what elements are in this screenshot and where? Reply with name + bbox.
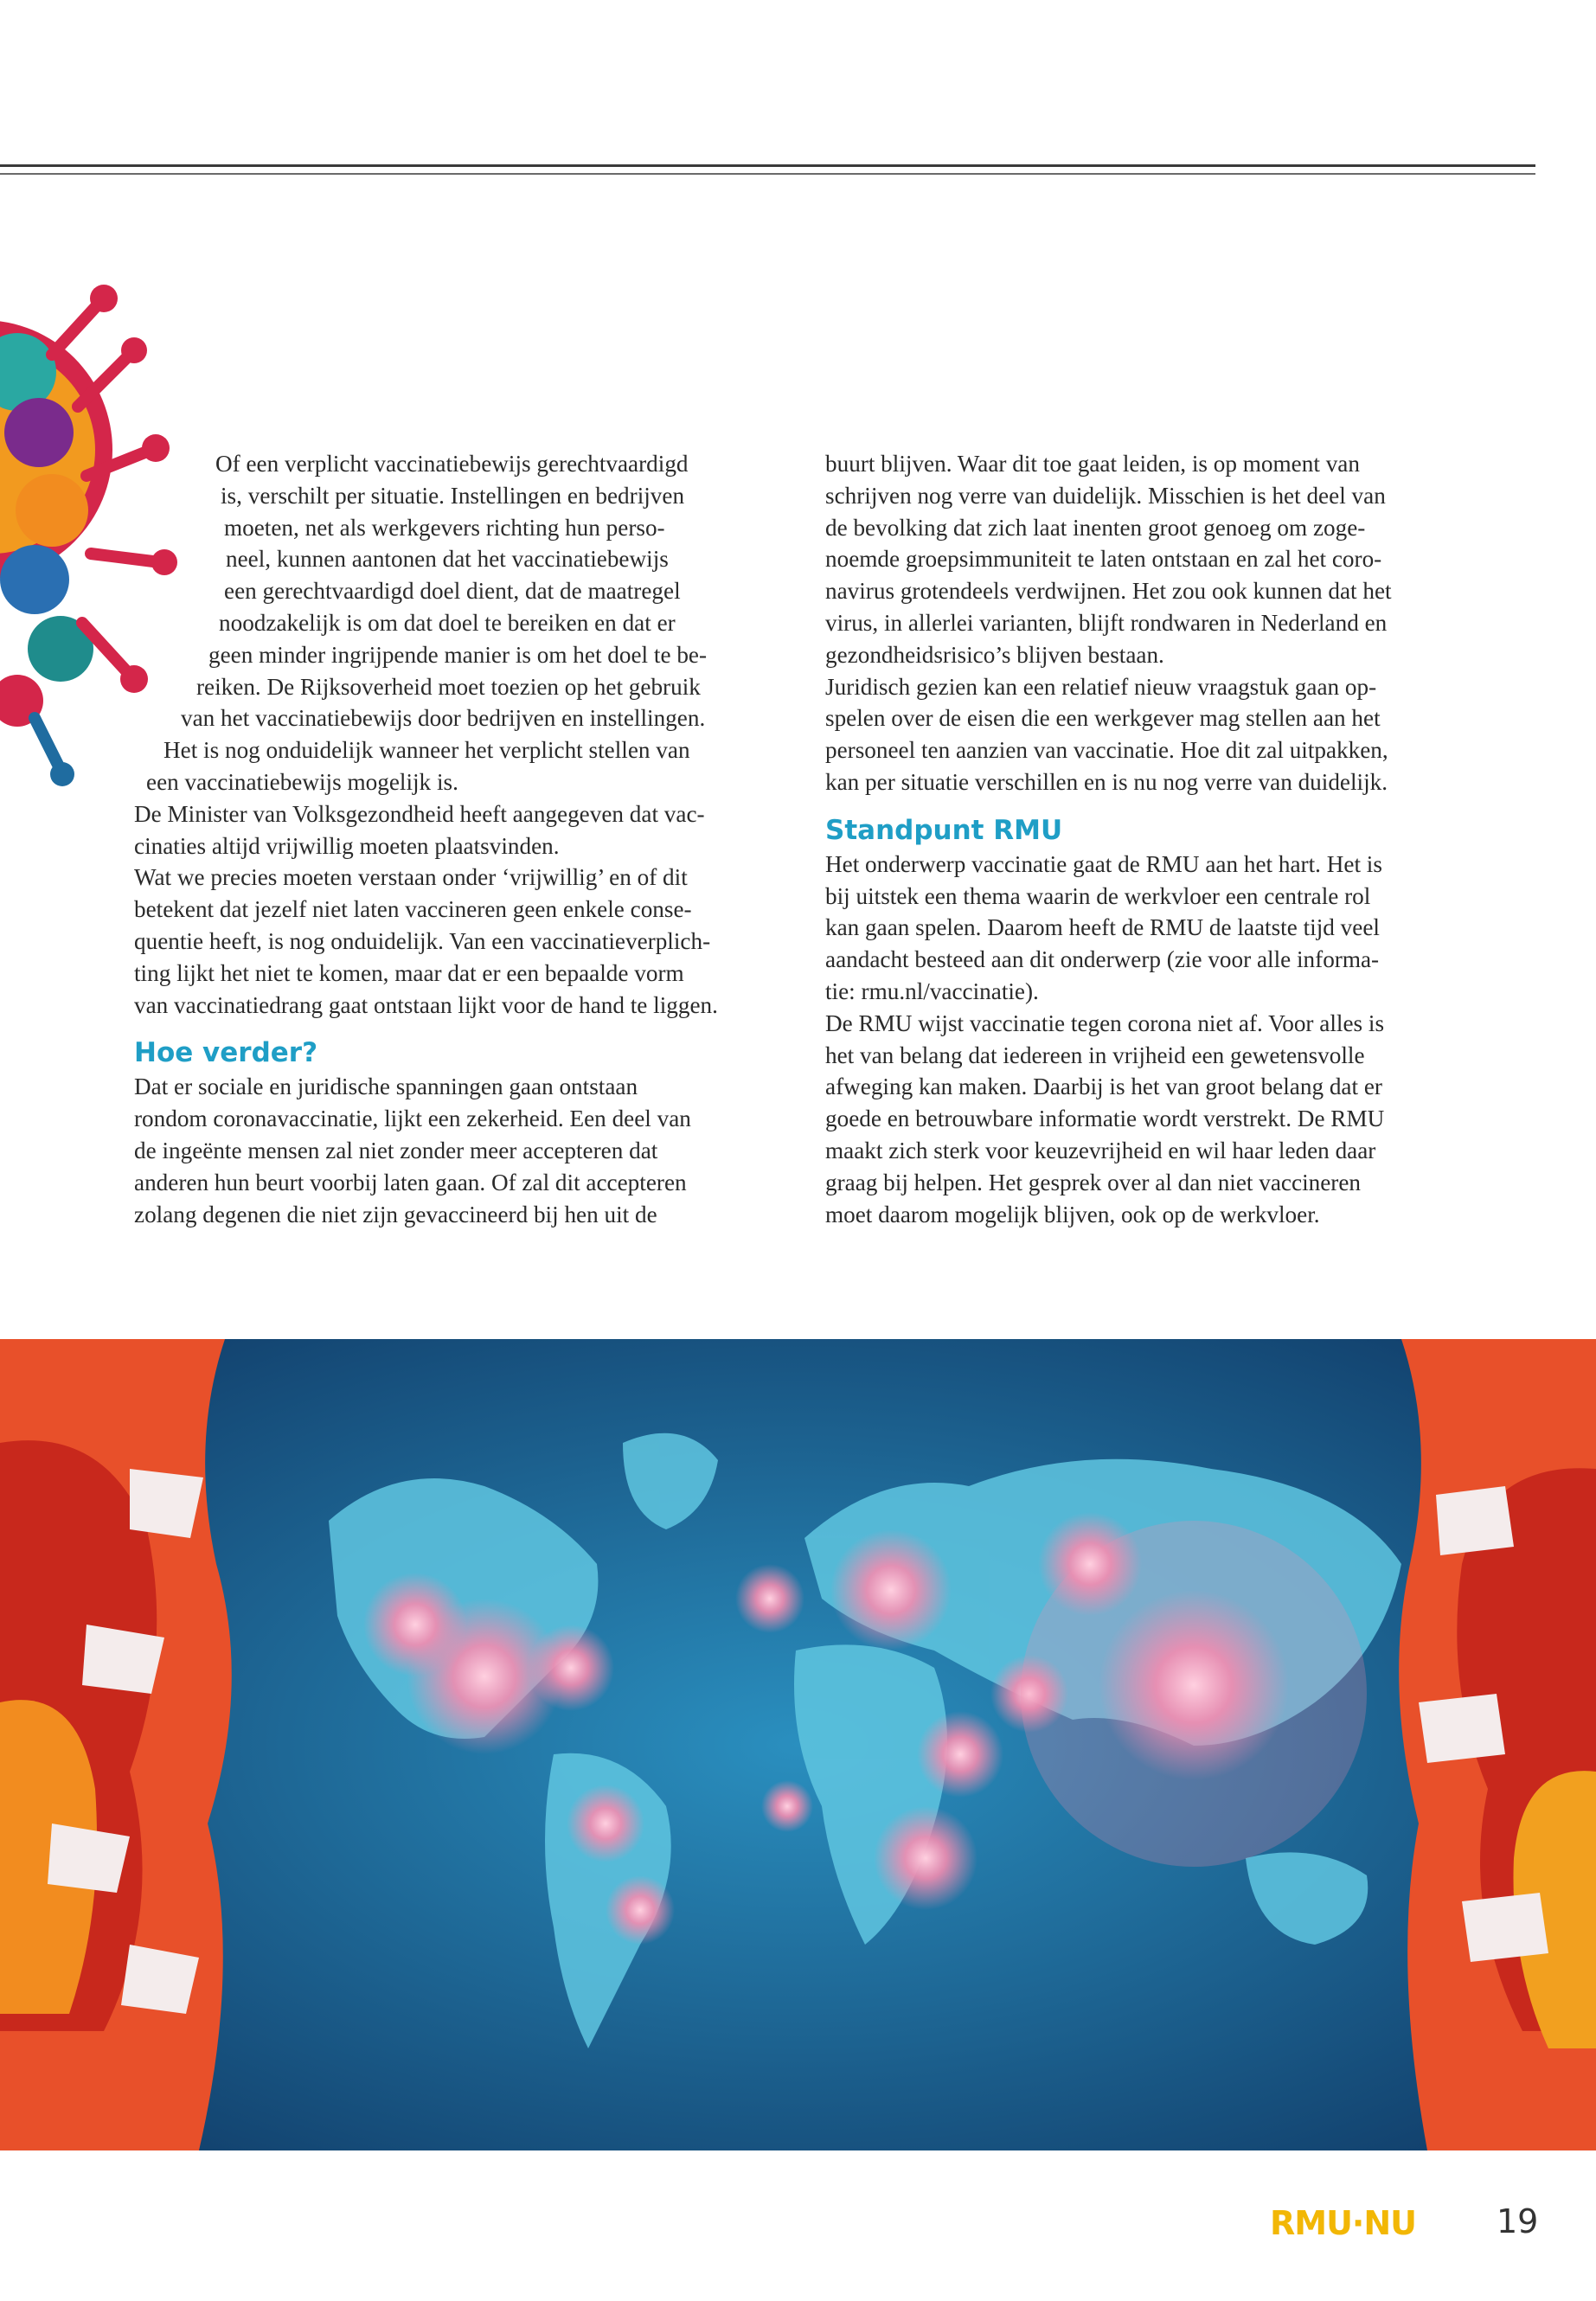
paragraph-line: spelen over de eisen die een werkgever mag stellen aan het bbox=[825, 705, 1381, 732]
paragraph-line: geen minder ingrijpende manier is om het doel te be- bbox=[208, 641, 708, 668]
paragraph-line: gezondheidsrisico’s blijven bestaan. bbox=[825, 641, 1164, 668]
world-map-illustration bbox=[0, 1339, 1596, 2150]
paragraph-line: virus, in allerlei varianten, blijft rondwaren in Nederland en bbox=[825, 609, 1388, 636]
paragraph-line: noodzakelijk is om dat doel te bereiken en dat er bbox=[219, 609, 676, 636]
paragraph-line: goede en betrouwbare informatie wordt verstrekt. De RMU bbox=[825, 1106, 1385, 1132]
paragraph-line: betekent dat jezelf niet laten vaccineren geen enkele conse- bbox=[134, 896, 692, 923]
paragraph-line: buurt blijven. Waar dit toe gaat leiden, is op moment van bbox=[825, 451, 1360, 477]
paragraph-line: anderen hun beurt voorbij laten gaan. Of zal dit accepteren bbox=[134, 1169, 687, 1195]
page-number: 19 bbox=[1497, 2202, 1539, 2240]
brand-logo: RMU·NU bbox=[1270, 2204, 1417, 2242]
header-rule-thin bbox=[0, 173, 1535, 175]
paragraph-line: quentie heeft, is nog onduidelijk. Van een vaccinatieverplich- bbox=[134, 927, 711, 954]
section-heading: Hoe verder? bbox=[134, 1037, 318, 1069]
paragraph-line: neel, kunnen aantonen dat het vaccinatiebewijs bbox=[226, 546, 669, 573]
paragraph-line: zolang degenen die niet zijn gevaccineerd bij hen uit de bbox=[134, 1201, 657, 1227]
paragraph-line: van het vaccinatiebewijs door bedrijven en instellingen. bbox=[181, 705, 706, 732]
paragraph-line: maakt zich sterk voor keuzevrijheid en wil haar leden daar bbox=[825, 1137, 1376, 1163]
paragraph-line: De Minister van Volksgezondheid heeft aangegeven dat vac- bbox=[134, 800, 705, 827]
paragraph-line: navirus grotendeels verdwijnen. Het zou ook kunnen dat het bbox=[825, 578, 1392, 605]
header-rule bbox=[0, 164, 1535, 167]
paragraph-line: De RMU wijst vaccinatie tegen corona niet af. Voor alles is bbox=[825, 1009, 1385, 1036]
paragraph-line: kan gaan spelen. Daarom heeft de RMU de laatste tijd veel bbox=[825, 914, 1380, 941]
paragraph-line: cinaties altijd vrijwillig moeten plaatsvinden. bbox=[134, 832, 560, 859]
paragraph-line: noemde groepsimmuniteit te laten ontstaan en zal het coro- bbox=[825, 546, 1382, 573]
section-heading: Standpunt RMU bbox=[825, 814, 1063, 846]
paragraph-line: Het is nog onduidelijk wanneer het verplicht stellen van bbox=[163, 737, 690, 764]
paragraph-line: Juridisch gezien kan een relatief nieuw vraagstuk gaan op- bbox=[825, 673, 1377, 700]
paragraph-line: van vaccinatiedrang gaat ontstaan lijkt voor de hand te liggen. bbox=[134, 991, 718, 1018]
paragraph-line: Of een verplicht vaccinatiebewijs gerechtvaardigd bbox=[215, 451, 689, 477]
paragraph-line: moeten, net als werkgevers richting hun perso- bbox=[224, 514, 665, 541]
paragraph-line: schrijven nog verre van duidelijk. Misschien is het deel van bbox=[825, 482, 1386, 509]
paragraph-line: Dat er sociale en juridische spanningen gaan ontstaan bbox=[134, 1074, 638, 1100]
paragraph-line: Wat we precies moeten verstaan onder ‘vrijwillig’ en of dit bbox=[134, 864, 688, 891]
paragraph-line: ting lijkt het niet te komen, maar dat er een bepaalde vorm bbox=[134, 959, 684, 986]
paragraph-line: een gerechtvaardigd doel dient, dat de maatregel bbox=[224, 578, 681, 605]
paragraph-line: bij uitstek een thema waarin de werkvloer een centrale rol bbox=[825, 882, 1371, 909]
paragraph-line: Het onderwerp vaccinatie gaat de RMU aan het hart. Het is bbox=[825, 850, 1382, 877]
paragraph-line: de ingeënte mensen zal niet zonder meer accepteren dat bbox=[134, 1137, 658, 1163]
paragraph-line: aandacht besteed aan dit onderwerp (zie voor alle informa- bbox=[825, 946, 1380, 973]
paragraph-line: moet daarom mogelijk blijven, ook op de werkvloer. bbox=[825, 1201, 1320, 1227]
paragraph-line: tie: rmu.nl/vaccinatie). bbox=[825, 977, 1039, 1004]
paragraph-line: graag bij helpen. Het gesprek over al dan niet vaccineren bbox=[825, 1169, 1361, 1195]
paragraph-line: het van belang dat iedereen in vrijheid een gewetensvolle bbox=[825, 1042, 1365, 1068]
right-column bbox=[825, 448, 1465, 1230]
paragraph-line: rondom coronavaccinatie, lijkt een zekerheid. Een deel van bbox=[134, 1106, 691, 1132]
paragraph-line: reiken. De Rijksoverheid moet toezien op het gebruik bbox=[196, 673, 701, 700]
left-column bbox=[134, 448, 774, 1230]
paragraph-line: de bevolking dat zich laat inenten groot genoeg om zoge- bbox=[825, 514, 1366, 541]
paragraph-line: kan per situatie verschillen en is nu nog verre van duidelijk. bbox=[825, 768, 1388, 795]
paragraph-line: personeel ten aanzien van vaccinatie. Hoe dit zal uitpakken, bbox=[825, 737, 1388, 764]
paragraph-line: afweging kan maken. Daarbij is het van groot belang dat er bbox=[825, 1074, 1382, 1100]
paragraph-line: een vaccinatiebewijs mogelijk is. bbox=[146, 768, 458, 795]
paragraph-line: is, verschilt per situatie. Instellingen en bedrijven bbox=[221, 482, 685, 509]
